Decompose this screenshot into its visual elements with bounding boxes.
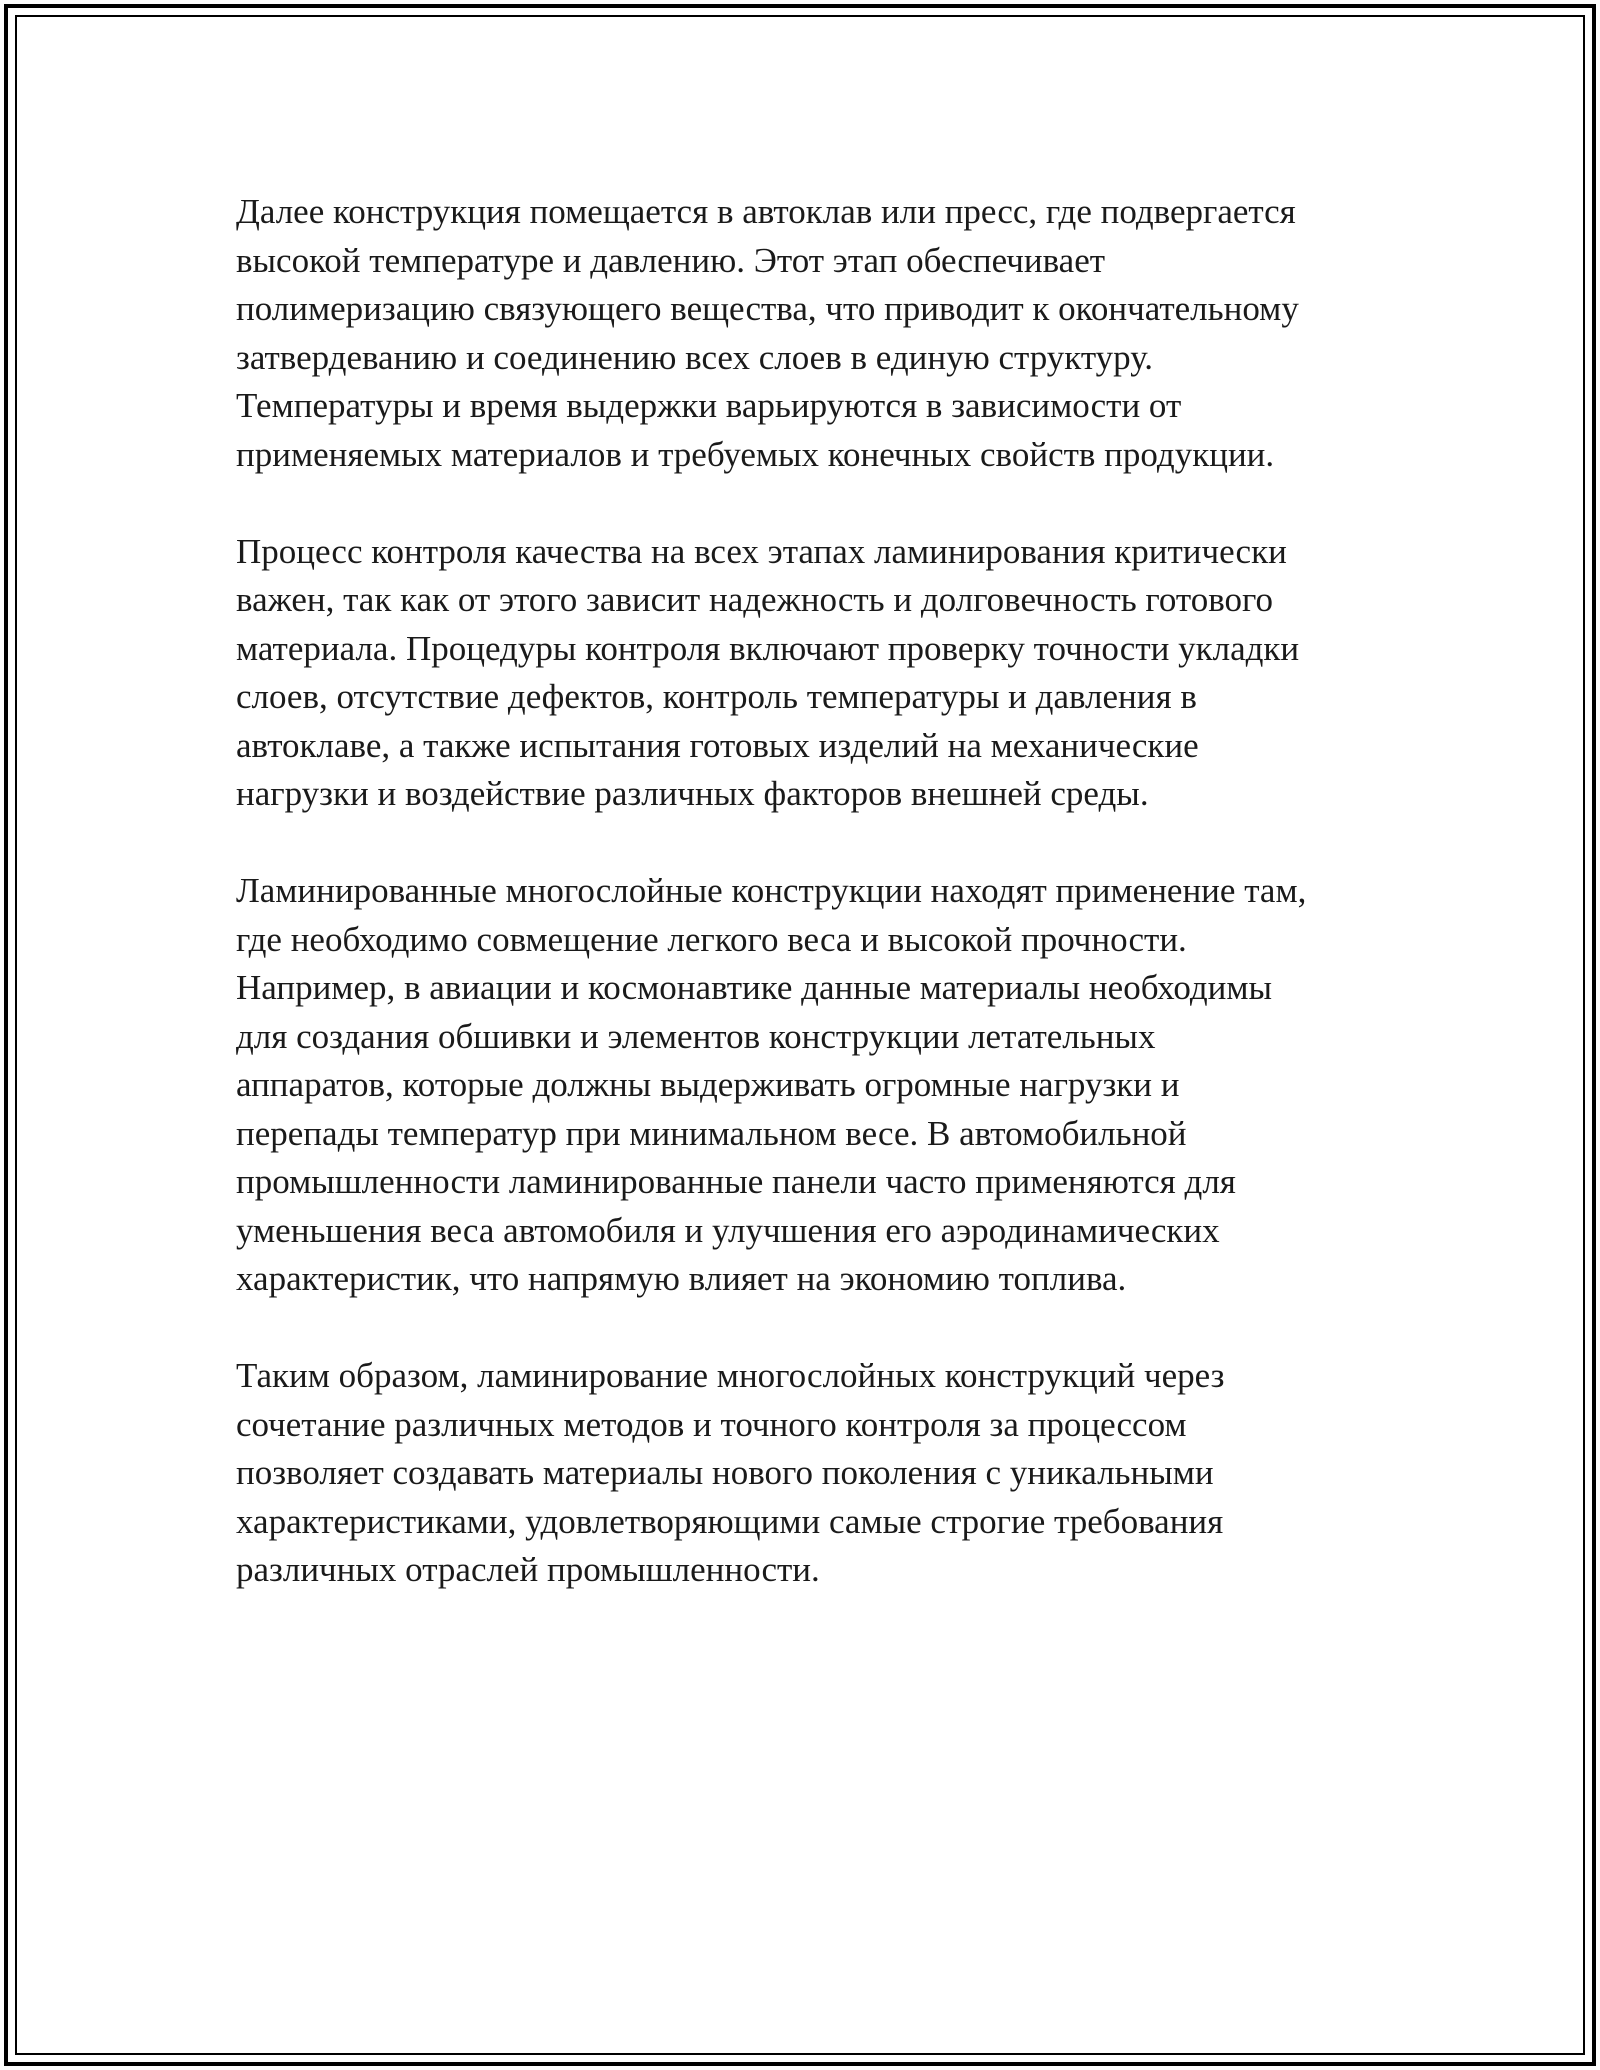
paragraph-conclusion bbox=[236, 1352, 1376, 1595]
text-line: полимеризацию связующего вещества, что приводит к окончательному bbox=[236, 289, 1299, 328]
text-line: Процесс контроля качества на всех этапах ламинирования критически bbox=[236, 531, 1287, 571]
text-line: Температуры и время выдержки варьируются в зависимости от bbox=[236, 386, 1182, 425]
text-line: важен, так как от этого зависит надежность и долговечность готового bbox=[236, 580, 1274, 619]
text-line: аппаратов, которые должны выдерживать огромные нагрузки и bbox=[236, 1065, 1180, 1104]
document-body bbox=[236, 188, 1376, 1643]
text-line: промышленности ламинированные панели часто применяются для bbox=[236, 1162, 1236, 1201]
text-line: уменьшения веса автомобиля и улучшения его аэродинамических bbox=[236, 1210, 1220, 1250]
paragraph-quality-control bbox=[236, 528, 1376, 819]
text-line: для создания обшивки и элементов конструкции летательных bbox=[236, 1016, 1156, 1056]
text-line: автоклаве, а также испытания готовых изделий на механические bbox=[236, 725, 1199, 765]
text-line: перепады температур при минимальном весе. В автомобильной bbox=[236, 1113, 1187, 1153]
text-line: материала. Процедуры контроля включают проверку точности укладки bbox=[236, 628, 1300, 668]
paragraph-applications bbox=[236, 867, 1376, 1304]
text-line: различных отраслей промышленности. bbox=[236, 1550, 820, 1589]
text-line: Таким образом, ламинирование многослойных конструкций через bbox=[236, 1356, 1225, 1395]
text-line: Ламинированные многослойные конструкции находят применение там, bbox=[236, 871, 1307, 910]
text-line: характеристиками, удовлетворяющими самые строгие требования bbox=[236, 1501, 1224, 1541]
text-line: характеристик, что напрямую влияет на экономию топлива. bbox=[236, 1259, 1127, 1298]
text-line: применяемых материалов и требуемых конечных свойств продукции. bbox=[236, 434, 1275, 474]
text-line: Далее конструкция помещается в автоклав или пресс, где подвергается bbox=[236, 192, 1296, 231]
text-line: сочетание различных методов и точного контроля за процессом bbox=[236, 1404, 1187, 1444]
text-line: позволяет создавать материалы нового поколения с уникальными bbox=[236, 1453, 1214, 1492]
text-line: высокой температуре и давлению. Этот этап обеспечивает bbox=[236, 240, 1106, 280]
text-line: Например, в авиации и космонавтике данные материалы необходимы bbox=[236, 968, 1273, 1007]
text-line: где необходимо совмещение легкого веса и высокой прочности. bbox=[236, 919, 1187, 959]
text-line: слоев, отсутствие дефектов, контроль температуры и давления в bbox=[236, 677, 1197, 716]
text-line: затвердеванию и соединению всех слоев в единую структуру. bbox=[236, 337, 1153, 377]
text-line: нагрузки и воздействие различных факторов внешней среды. bbox=[236, 774, 1149, 813]
paragraph-autoclave bbox=[236, 188, 1376, 479]
